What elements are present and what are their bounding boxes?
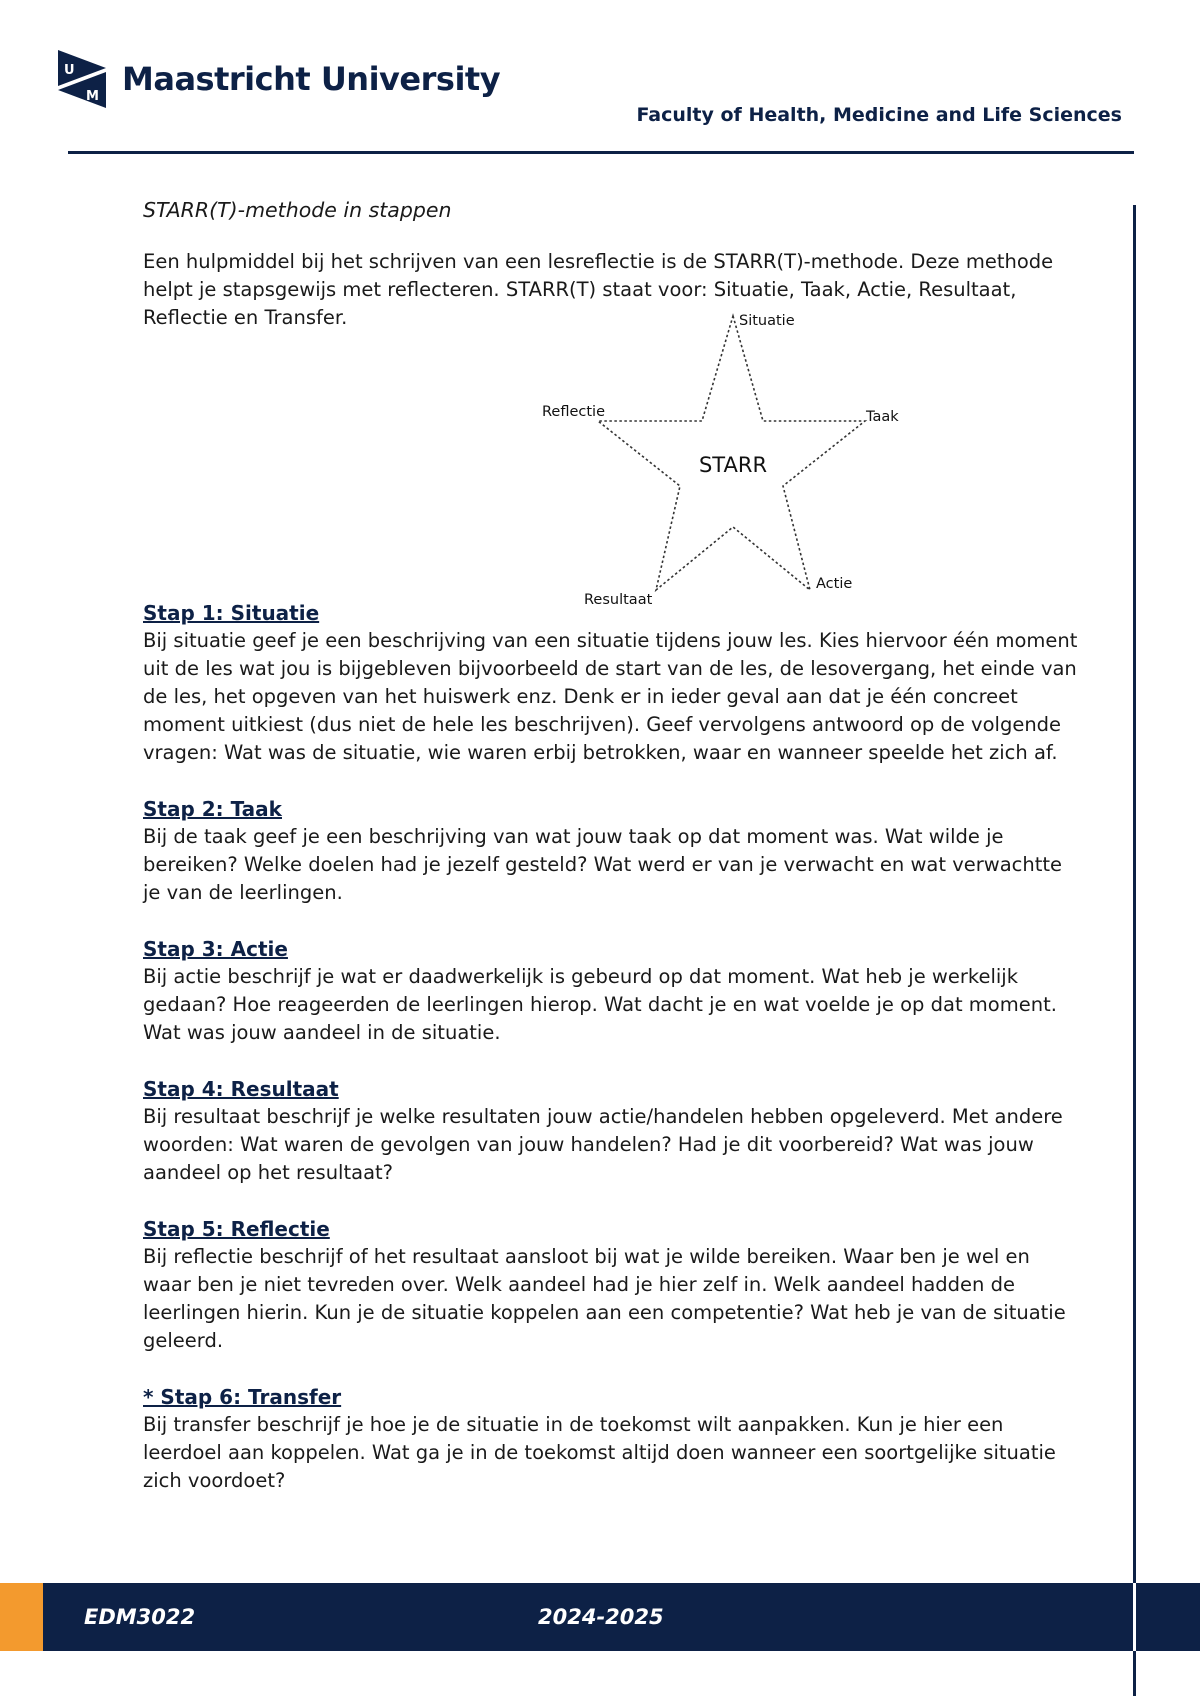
academic-year: 2024-2025 bbox=[538, 1605, 664, 1629]
starr-star-diagram bbox=[530, 308, 930, 613]
logo-letter-m: M bbox=[86, 89, 99, 104]
star-label-actie: Actie bbox=[816, 576, 853, 592]
star-label-situatie: Situatie bbox=[739, 313, 795, 329]
step-body: Bij actie beschrijf je wat er daadwerkelijk is gebeurd op dat moment. Wat heb je werkelijk gedaan? Hoe reageerden de leerlingen hierop. Wat dacht je en wat voelde je op dat moment. Wat was jouw aandeel in de situatie. bbox=[143, 965, 1057, 1044]
step-actie bbox=[143, 935, 1083, 1047]
um-logo-icon bbox=[58, 50, 106, 108]
intro-paragraph: Een hulpmiddel bij het schrijven van een lesreflectie is de STARR(T)-methode. Deze methode helpt je stapsgewijs met reflecteren. STARR(T) staat voor: Situatie, Taak, Actie, Resultaat, Reflectie en Transfer. bbox=[143, 250, 1054, 329]
step-heading: Stap 5: Reflectie bbox=[143, 1217, 330, 1241]
star-label-reflectie: Reflectie bbox=[542, 404, 606, 420]
step-taak bbox=[143, 795, 1083, 907]
step-heading: Stap 3: Actie bbox=[143, 937, 288, 961]
step-heading: Stap 1: Situatie bbox=[143, 601, 320, 625]
step-situatie bbox=[143, 599, 1083, 767]
logo-letter-u: U bbox=[64, 63, 75, 78]
step-heading: Stap 2: Taak bbox=[143, 797, 282, 821]
star-label-resultaat: Resultaat bbox=[584, 592, 653, 608]
faculty-name: Faculty of Health, Medicine and Life Sciences bbox=[636, 104, 1122, 126]
step-resultaat bbox=[143, 1075, 1083, 1187]
document-title: STARR(T)-methode in stappen bbox=[143, 198, 452, 222]
star-center-label: STARR bbox=[698, 453, 768, 477]
star-label-taak: Taak bbox=[866, 409, 899, 425]
step-body: Bij de taak geef je een beschrijving van wat jouw taak op dat moment was. Wat wilde je bereiken? Welke doelen had je jezelf gesteld? Wat werd er van je verwacht en wat verwachtte je van de leerlingen. bbox=[143, 825, 1063, 904]
course-code: EDM3022 bbox=[84, 1605, 196, 1629]
header-divider bbox=[68, 151, 1134, 154]
step-body: Bij reflectie beschrijf of het resultaat aansloot bij wat je wilde bereiken. Waar ben je wel en waar ben je niet tevreden over. Welk aandeel had je hier zelf in. Welk aandeel hadden de leerlingen hierin. Kun je de situatie koppelen aan een competentie? Wat heb je van de situatie geleerd. bbox=[143, 1245, 1066, 1352]
side-divider bbox=[1133, 205, 1136, 1696]
page-footer bbox=[0, 1583, 1200, 1651]
university-logo bbox=[58, 50, 500, 108]
step-transfer bbox=[143, 1383, 1083, 1495]
step-body: Bij situatie geef je een beschrijving van een situatie tijdens jouw les. Kies hiervoor één moment uit de les wat jou is bijgebleven bijvoorbeeld de start van de les, de lesovergang, het einde van de les, het opgeven van het huiswerk enz. Denk er in ieder geval aan dat je één concreet moment uitkiest (dus niet de hele les beschrijven). Geef vervolgens antwoord op de volgende vragen: Wat was de situatie, wie waren erbij betrokken, waar en wanneer speelde het zich af. bbox=[143, 629, 1078, 764]
footer-divider bbox=[1133, 1583, 1136, 1651]
step-body: Bij resultaat beschrijf je welke resultaten jouw actie/handelen hebben opgeleverd. Met andere woorden: Wat waren de gevolgen van jouw handelen? Had je dit voorbereid? Wat was jouw aandeel op het resultaat? bbox=[143, 1105, 1063, 1184]
university-name: Maastricht University bbox=[122, 60, 501, 98]
step-body: Bij transfer beschrijf je hoe je de situatie in de toekomst wilt aanpakken. Kun je hier een leerdoel aan koppelen. Wat ga je in de toekomst altijd doen wanneer een soortgelijke situatie zich voordoet? bbox=[143, 1413, 1056, 1492]
footer-accent-bar bbox=[0, 1583, 43, 1651]
step-heading: * Stap 6: Transfer bbox=[143, 1385, 342, 1409]
step-heading: Stap 4: Resultaat bbox=[143, 1077, 339, 1101]
step-reflectie bbox=[143, 1215, 1083, 1355]
